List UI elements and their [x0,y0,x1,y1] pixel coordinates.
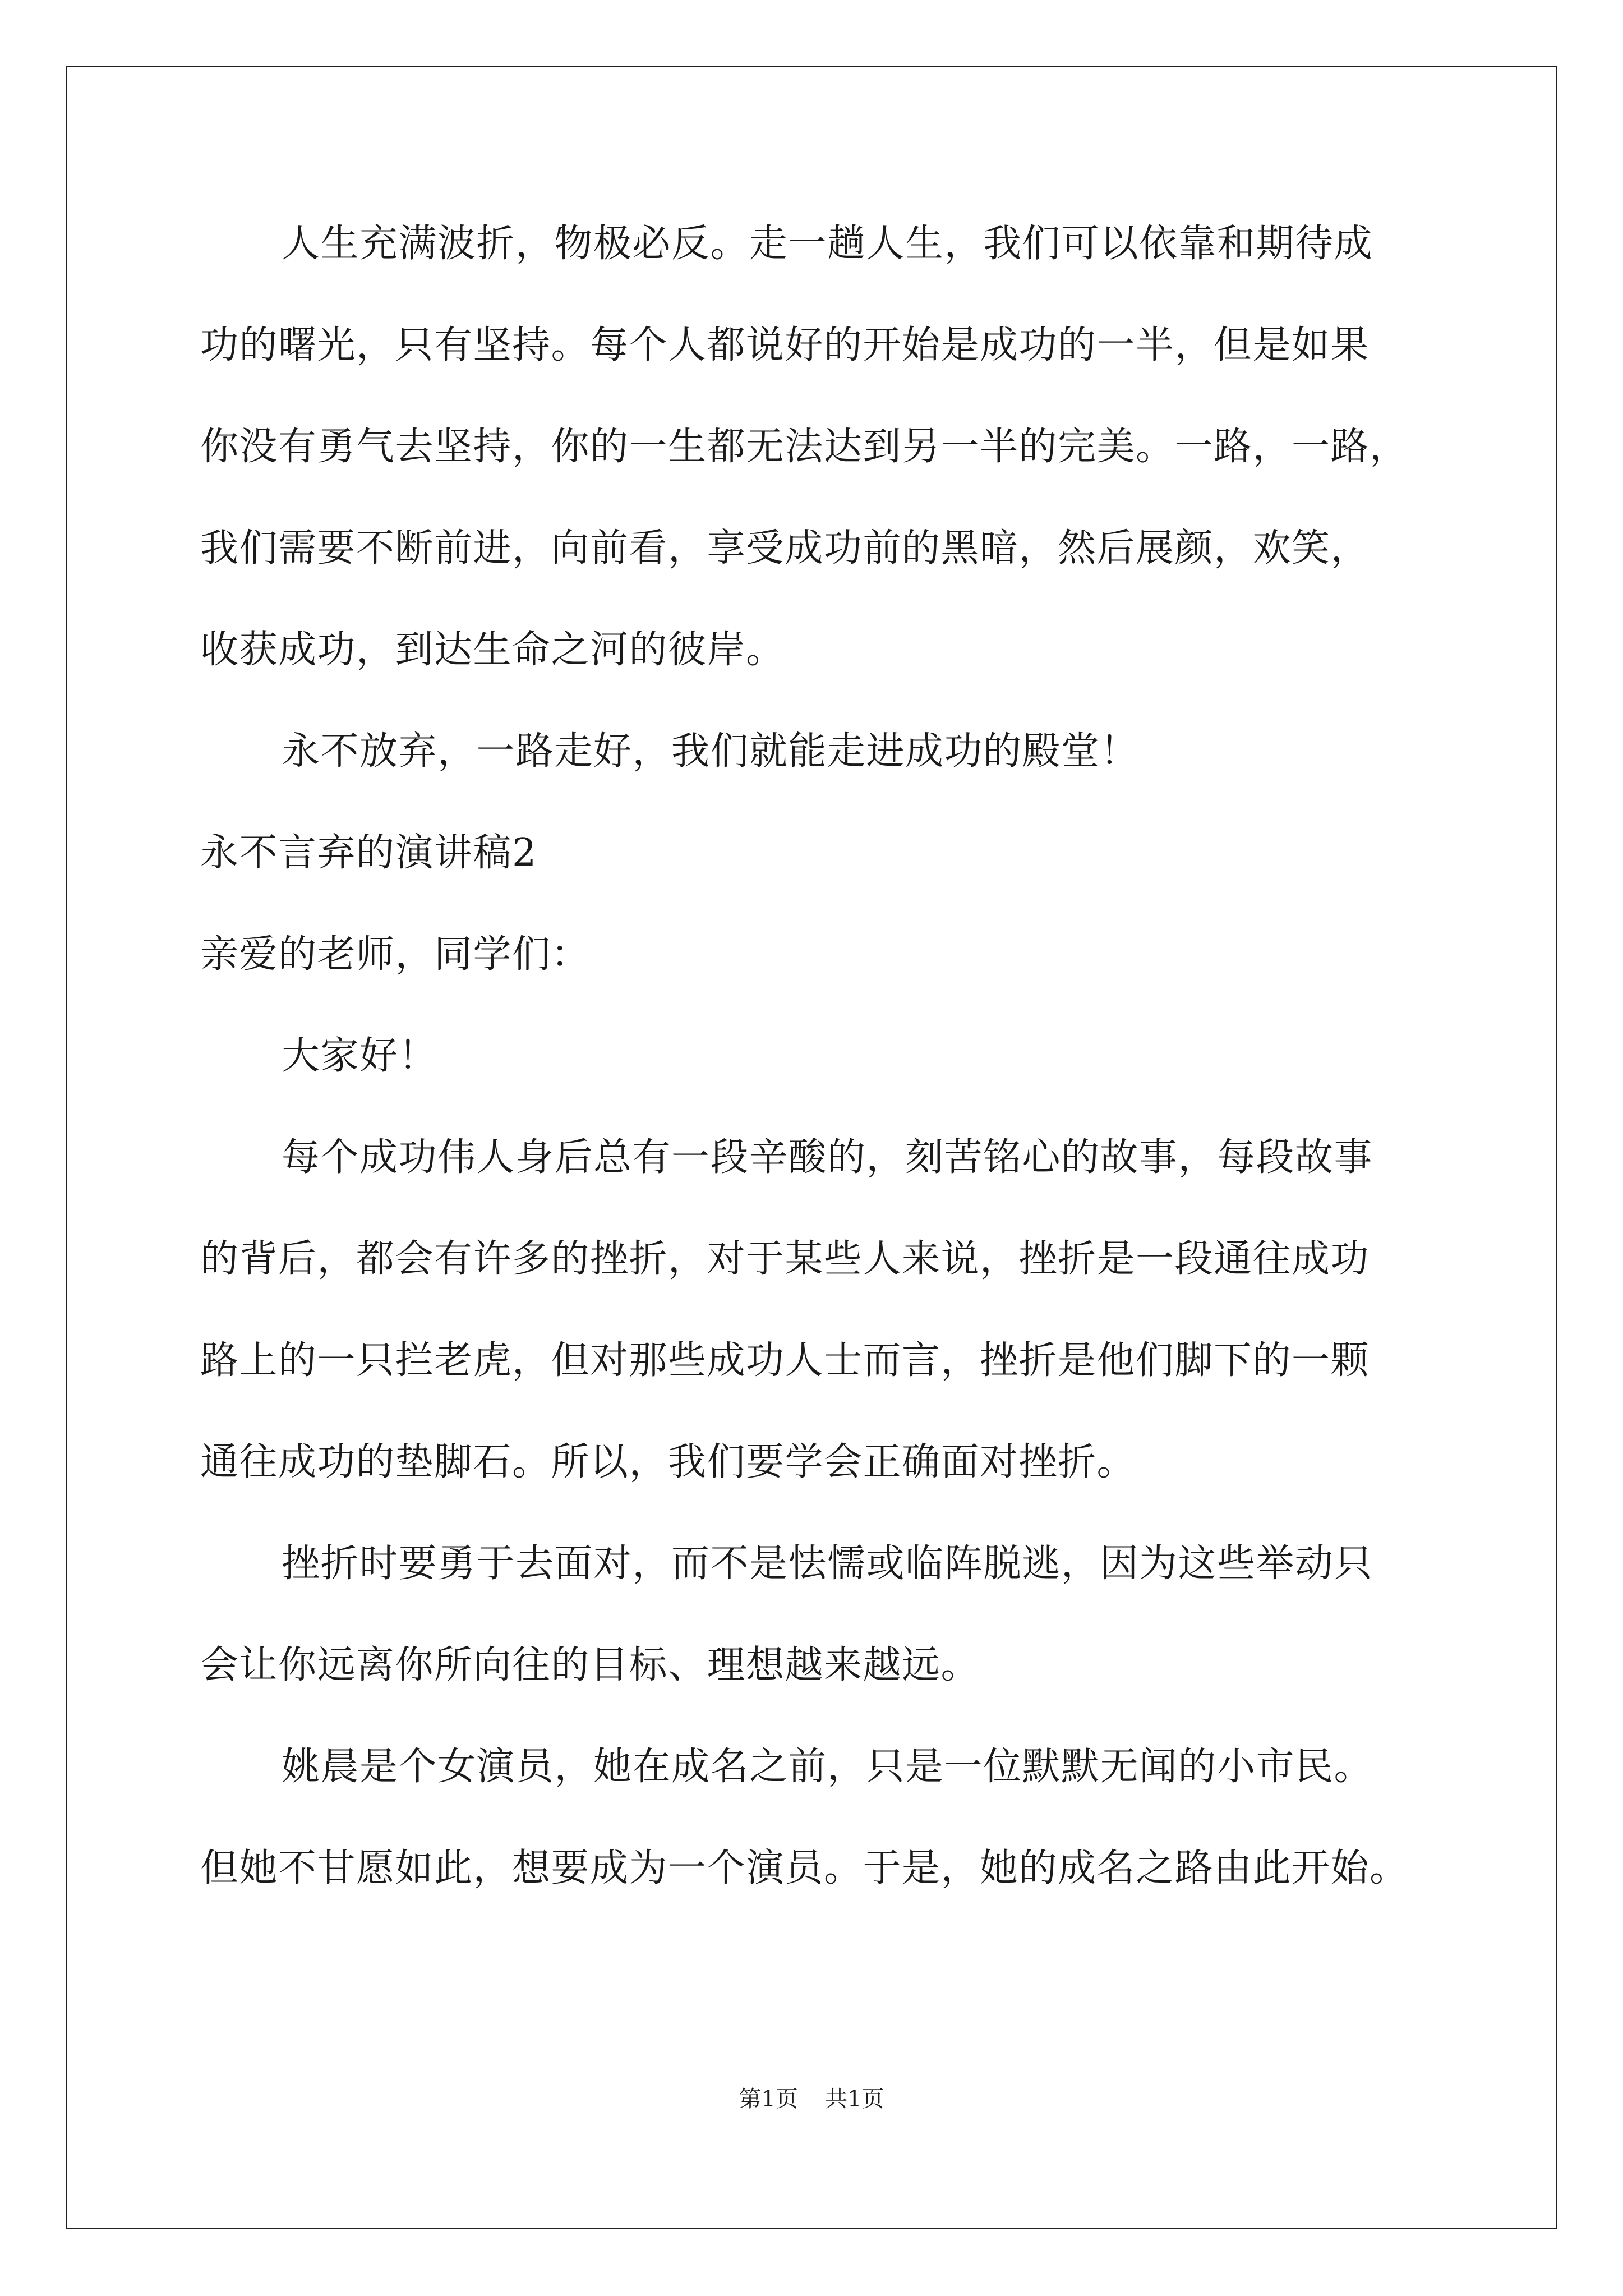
paragraph-line: 功的曙光，只有坚持。每个人都说好的开始是成功的一半，但是如果 [200,323,1370,367]
paragraph-line: 路上的一只拦老虎，但对那些成功人士而言，挫折是他们脚下的一颗 [200,1338,1370,1383]
salutation: 亲爱的老师，同学们： [200,932,591,977]
document-body [200,216,1434,1942]
paragraph-line: 永不放弃，一路走好，我们就能走进成功的殿堂！ [282,729,1140,774]
page-total: 共1页 [825,2086,884,2112]
paragraph-line: 每个成功伟人身后总有一段辛酸的，刻苦铭心的故事，每段故事 [282,1135,1373,1180]
section-title: 永不言弃的演讲稿2 [200,831,537,875]
paragraph-line: 会让你远离你所向往的目标、理想越来越远。 [200,1643,980,1687]
paragraph-line: 的背后，都会有许多的挫折，对于某些人来说，挫折是一段通往成功 [200,1237,1370,1281]
paragraph-line: 但她不甘愿如此，想要成为一个演员。于是，她的成名之路由此开始。 [200,1846,1409,1890]
paragraph-line: 人生充满波折，物极必反。走一趟人生，我们可以依靠和期待成 [282,222,1373,266]
paragraph-line: 姚晨是个女演员，她在成名之前，只是一位默默无闻的小市民。 [282,1745,1373,1789]
paragraph-line: 收获成功，到达生命之河的彼岸。 [200,628,785,672]
page-number: 第1页 [739,2086,798,2112]
paragraph-line: 通往成功的垫脚石。所以，我们要学会正确面对挫折。 [200,1440,1136,1484]
greeting: 大家好！ [282,1034,438,1078]
paragraph-line: 挫折时要勇于去面对，而不是怯懦或临阵脱逃，因为这些举动只 [282,1542,1373,1586]
paragraph-line: 我们需要不断前进，向前看，享受成功前的黑暗，然后展颜，欢笑， [200,526,1370,570]
page-footer [0,2082,1623,2116]
paragraph-line: 你没有勇气去坚持，你的一生都无法达到另一半的完美。一路，一路， [200,425,1409,469]
